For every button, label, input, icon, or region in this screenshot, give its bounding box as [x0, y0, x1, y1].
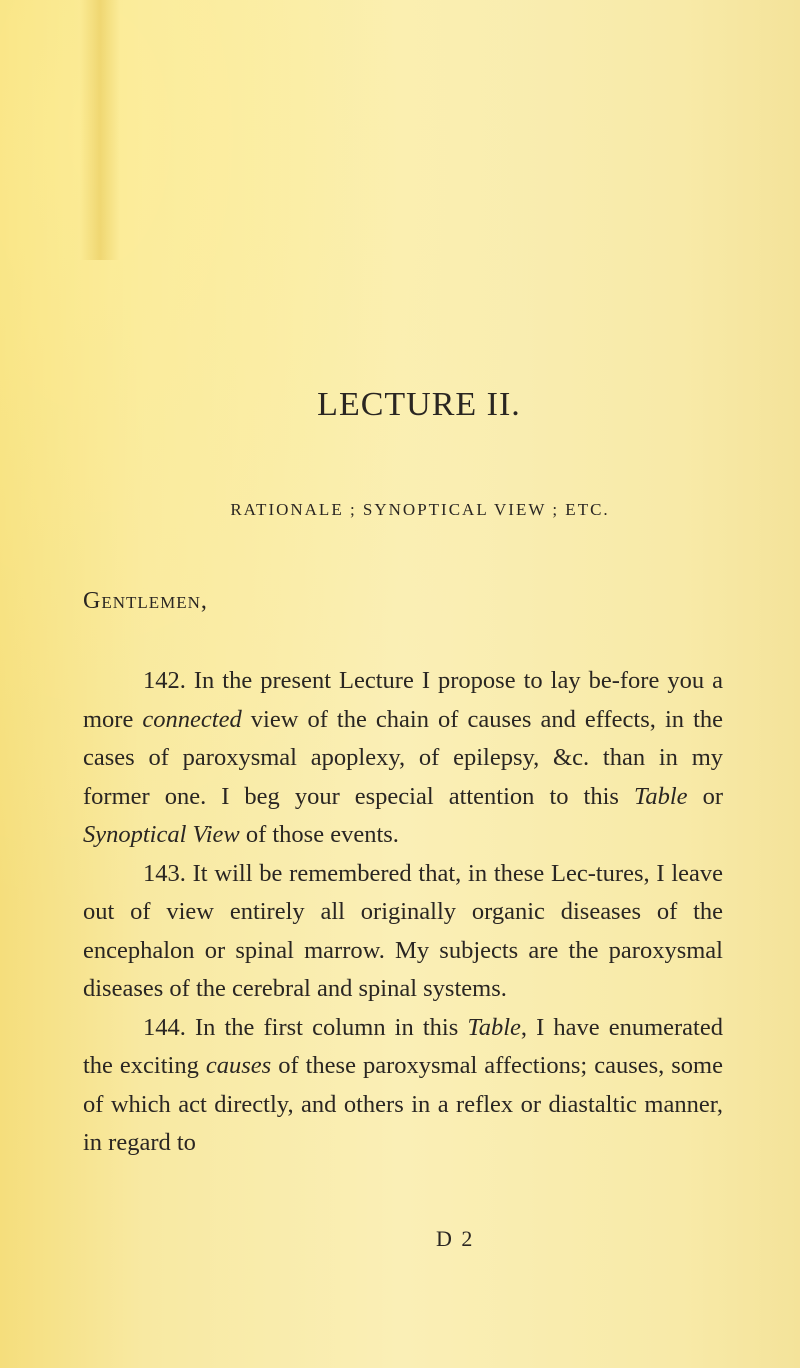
paragraph-142 [83, 662, 723, 855]
paragraph-text: 142. In the present Lecture I propose to lay be-fore you a more [83, 667, 723, 733]
paragraph-text: of these paroxysmal affections; causes, some of which act directly, and others in a reflex or diastaltic manner, in regard to [83, 1052, 723, 1156]
paragraph-text: of those events. [239, 821, 399, 848]
salutation: Gentlemen, [83, 588, 208, 614]
paragraph-144 [83, 1009, 723, 1163]
lecture-heading: LECTURE II. [317, 386, 521, 423]
lecture-subheading: RATIONALE ; SYNOPTICAL VIEW ; ETC. [230, 500, 610, 519]
printer-signature-mark [436, 1226, 474, 1252]
signature-number: 2 [461, 1226, 475, 1251]
paragraph-text: , I have enumerated the exciting [83, 1013, 723, 1079]
emphasis-causes: causes [205, 1052, 272, 1079]
paragraph-text: 144. In the first column in this [143, 1013, 468, 1041]
emphasis-table: Table [467, 1013, 521, 1041]
signature-letter: D [436, 1226, 454, 1251]
emphasis-connected: connected [142, 705, 242, 733]
paragraph-143 [83, 855, 723, 1009]
emphasis-table: Table [633, 782, 688, 810]
page-gutter-shadow [80, 0, 120, 260]
emphasis-synoptical-view: Synoptical View [83, 821, 240, 848]
paragraph-text: view of the chain of causes and effects, in the cases of paroxysmal apoplexy, of epilepsy, &c. than in my former one. I beg your especial attention to this [83, 705, 723, 810]
paragraph-text: 143. It will be remembered that, in these Lec-tures, I leave out of view entirely all originally organic diseases of the encephalon or spinal marrow. My subjects are the paroxysmal diseases of the cerebral and spinal systems. [83, 859, 723, 1002]
paragraph-text: or [687, 782, 723, 810]
body-text [83, 662, 723, 1163]
